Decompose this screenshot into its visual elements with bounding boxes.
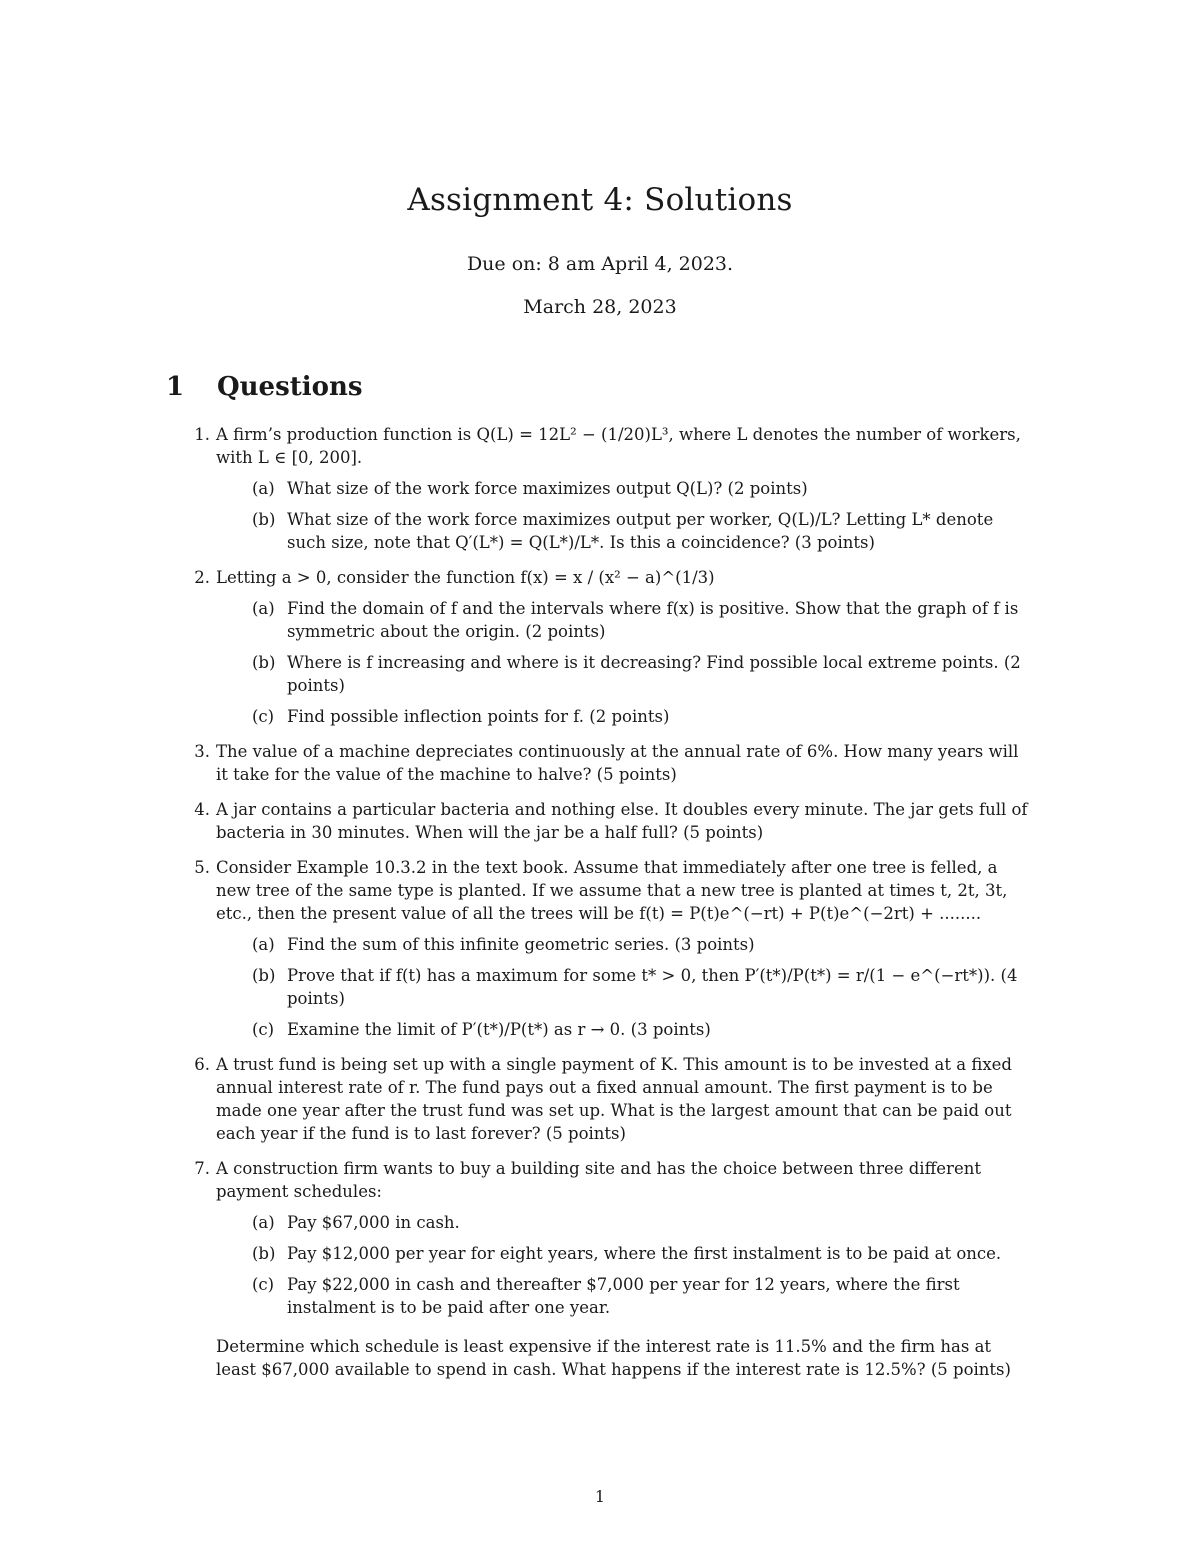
due-date: Due on: 8 am April 4, 2023. [466, 253, 734, 275]
question-number: 1. [194, 425, 210, 444]
question-item [188, 423, 1034, 554]
subquestion-text: Pay $67,000 in cash. [287, 1213, 460, 1232]
subquestion-text: Find the domain of f and the intervals where f(x) is positive. Show that the graph of f is symmetric about the origin. (2 points) [287, 599, 1019, 641]
page-number: 1 [594, 1487, 606, 1506]
subquestion-item [216, 933, 1034, 956]
document-date: March 28, 2023 [523, 296, 677, 318]
subquestion-label: (b) [252, 1244, 276, 1263]
subquestion-item [216, 1018, 1034, 1041]
subquestion-item [216, 705, 1034, 728]
subquestion-item [216, 964, 1034, 1010]
question-item [188, 566, 1034, 728]
question-item [188, 1053, 1034, 1145]
subquestion-label: (c) [252, 1020, 275, 1039]
subquestion-item [216, 1273, 1034, 1319]
subquestion-list [216, 933, 1034, 1041]
subquestion-text: Prove that if f(t) has a maximum for some t* > 0, then P′(t*)/P(t*) = r/(1 − e^(−rt*)). (4 points) [287, 966, 1018, 1008]
question-number: 7. [194, 1159, 210, 1178]
section-heading [166, 372, 363, 402]
subquestion-item [216, 508, 1034, 554]
subquestion-item [216, 651, 1034, 697]
question-list [188, 423, 1034, 1381]
question-item [188, 798, 1034, 844]
subquestion-label: (a) [252, 599, 275, 618]
question-text: A construction firm wants to buy a building site and has the choice between three different payment schedules: [216, 1159, 981, 1201]
subquestion-label: (b) [252, 966, 276, 985]
question-number: 5. [194, 858, 210, 877]
document-title: Assignment 4: Solutions [407, 182, 793, 218]
subquestion-label: (c) [252, 707, 275, 726]
subquestion-label: (a) [252, 935, 275, 954]
question-number: 6. [194, 1055, 210, 1074]
subquestion-text: Pay $22,000 in cash and thereafter $7,000 per year for 12 years, where the first instalment is to be paid after one year. [287, 1275, 960, 1317]
subquestion-text: Where is f increasing and where is it decreasing? Find possible local extreme points. (2 points) [287, 653, 1021, 695]
subquestion-item [216, 1211, 1034, 1234]
subquestion-text: What size of the work force maximizes output per worker, Q(L)/L? Letting L* denote such size, note that Q′(L*) = Q(L*)/L*. Is this a coincidence? (3 points) [287, 510, 994, 552]
subquestion-item [216, 597, 1034, 643]
question-item [188, 1157, 1034, 1319]
subquestion-text: Pay $12,000 per year for eight years, where the first instalment is to be paid at once. [287, 1244, 1002, 1263]
subquestion-label: (c) [252, 1275, 275, 1294]
subquestion-label: (b) [252, 653, 276, 672]
section-number: 1 [166, 372, 185, 402]
section-title: Questions [217, 372, 363, 402]
question-text: Consider Example 10.3.2 in the text book. Assume that immediately after one tree is felled, a new tree of the same type is planted. If we assume that a new tree is planted at times t, 2t, 3t, etc., then the present value of all the trees will be f(t) = P(t)e^(−rt) + P(t)e^(−2rt) + ........ [216, 858, 1008, 923]
subquestion-label: (a) [252, 1213, 275, 1232]
question-number: 2. [194, 568, 210, 587]
question-text: The value of a machine depreciates continuously at the annual rate of 6%. How many years will it take for the value of the machine to halve? (5 points) [216, 742, 1019, 784]
question-text: A jar contains a particular bacteria and nothing else. It doubles every minute. The jar gets full of bacteria in 30 minutes. When will the jar be a half full? (5 points) [216, 800, 1028, 842]
subquestion-label: (a) [252, 479, 275, 498]
subquestion-list [216, 597, 1034, 728]
subquestion-item [216, 1242, 1034, 1265]
subquestion-text: What size of the work force maximizes output Q(L)? (2 points) [287, 479, 808, 498]
question-item [188, 856, 1034, 1041]
question-number: 3. [194, 742, 210, 761]
question-text: Letting a > 0, consider the function f(x) = x / (x² − a)^(1/3) [216, 568, 715, 587]
subquestion-text: Find the sum of this infinite geometric series. (3 points) [287, 935, 755, 954]
subquestion-label: (b) [252, 510, 276, 529]
question-closing-text: Determine which schedule is least expensive if the interest rate is 11.5% and the firm has at least $67,000 available to spend in cash. What happens if the interest rate is 12.5%? (5 points) [216, 1337, 1011, 1379]
question-text: A firm’s production function is Q(L) = 12L² − (1/20)L³, where L denotes the number of workers, with L ∈ [0, 200]. [216, 425, 1021, 467]
subquestion-item [216, 477, 1034, 500]
subquestion-list [216, 1211, 1034, 1319]
question-number: 4. [194, 800, 210, 819]
question-item [188, 740, 1034, 786]
subquestion-text: Find possible inflection points for f. (2 points) [287, 707, 670, 726]
subquestion-list [216, 477, 1034, 554]
subquestion-text: Examine the limit of P′(t*)/P(t*) as r → 0. (3 points) [287, 1020, 711, 1039]
question-text: A trust fund is being set up with a single payment of K. This amount is to be invested at a fixed annual interest rate of r. The fund pays out a fixed annual amount. The first payment is to be made one year after the trust fund was set up. What is the largest amount that can be paid out each year if the fund is to last forever? (5 points) [216, 1055, 1012, 1143]
